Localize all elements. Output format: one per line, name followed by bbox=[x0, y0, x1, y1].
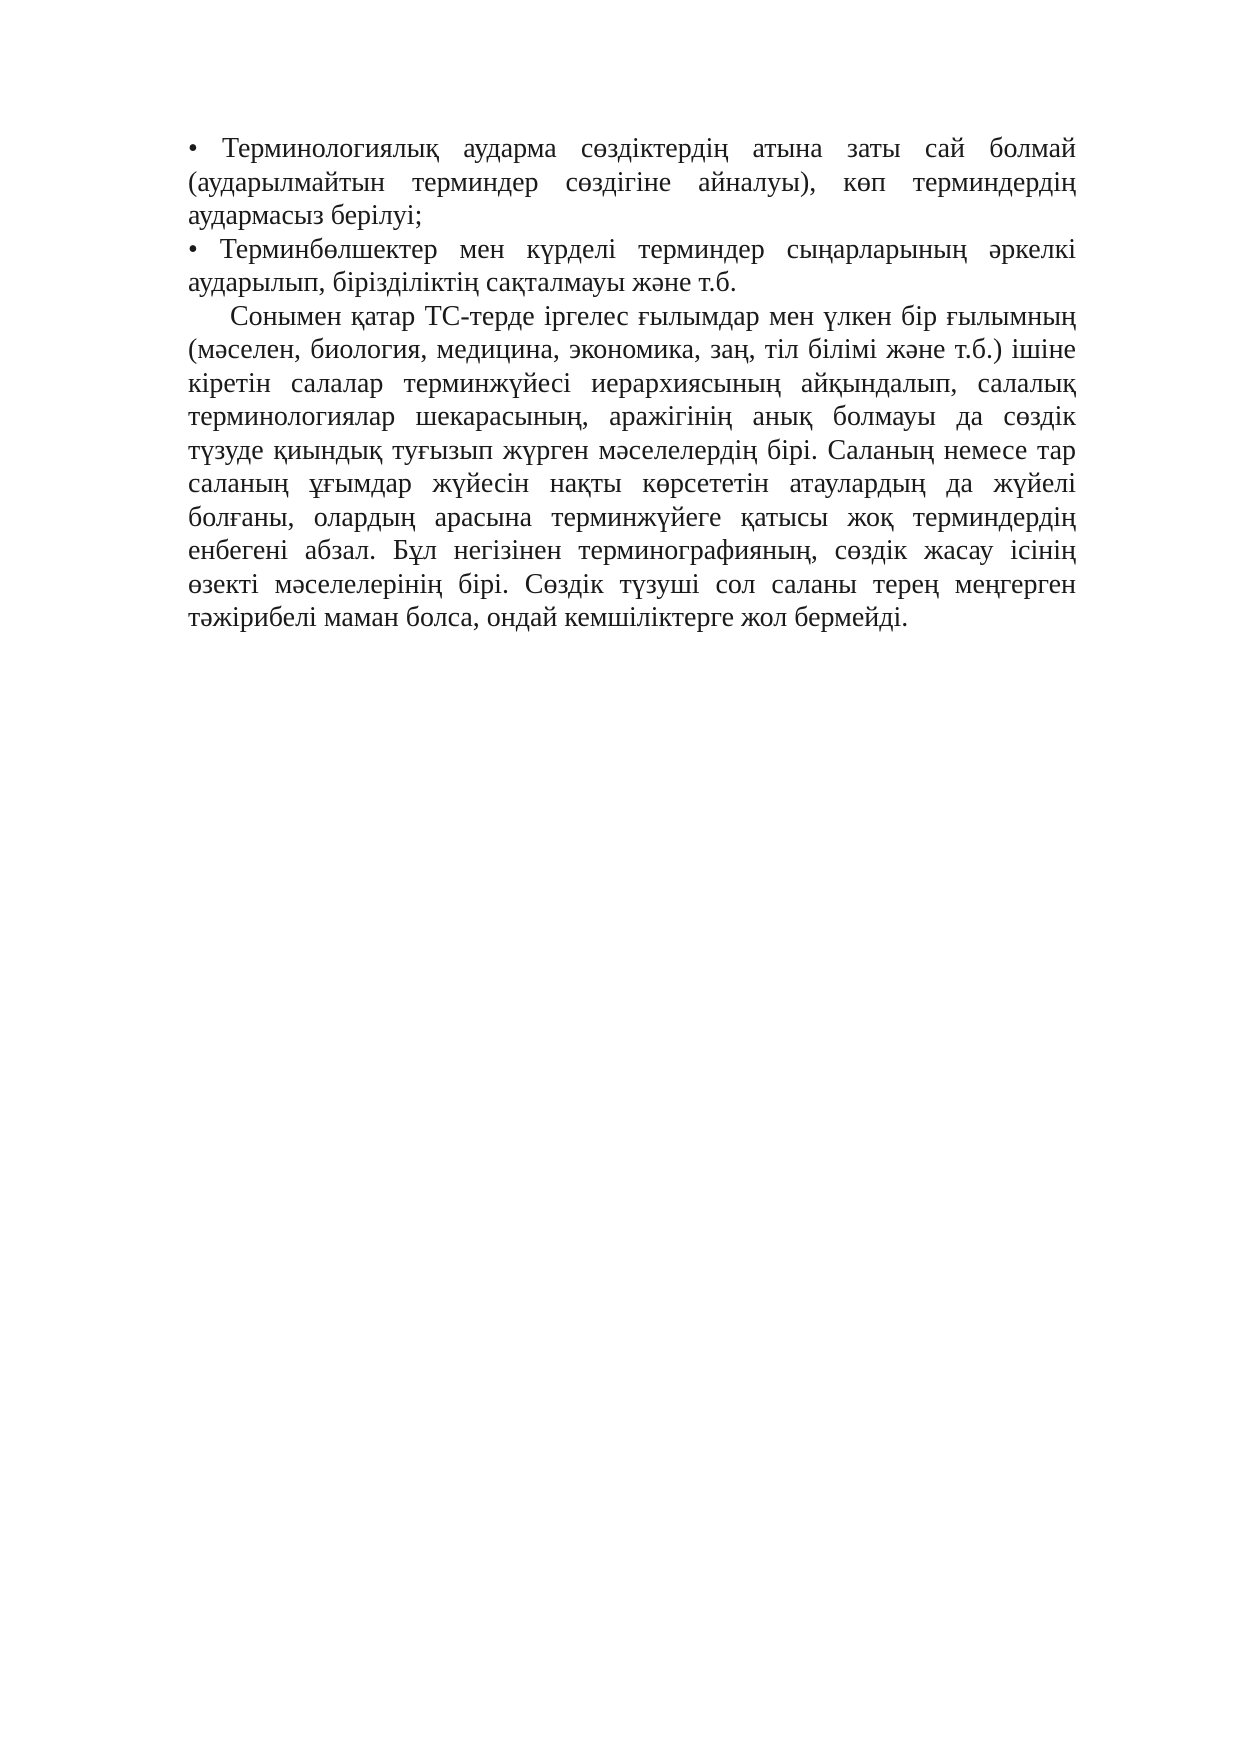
bullet-item-2: • Терминбөлшектер мен күрделі терминдер сыңарларының әркелкі аударылып, бірізділіктің сақталмауы және т.б. bbox=[188, 233, 1076, 298]
bullet-item-1: • Терминологиялық аударма сөздіктердің атына заты сай болмай (аударылмайтын терминдер сөздігіне айналуы), көп терминдердің аудармасыз берілуі; bbox=[188, 133, 1076, 231]
body-paragraph: Сонымен қатар ТС-терде іргелес ғылымдар мен үлкен бір ғылымның (мәселен, биология, медицина, экономика, заң, тіл білімі және т.б.) ішіне кіретін салалар терминжүйесі иерархиясының айқындалып, салалық терминологиялар шекарасының, аражігінің анық болмауы да сөздік түзуде қиындық туғызып жүрген мәселелердің бірі. Саланың немесе тар саланың ұғымдар жүйесін нақты көрсететін атаулардың да жүйелі болғаны, олардың арасына терминжүйеге қатысы жоқ терминдердің енбегені абзал. Бұл негізінен терминографияның, сөздік жасау ісінің өзекті мәселелерінің бірі. Сөздік түзуші сол саланы терең меңгерген тәжірибелі маман болса, ондай кемшіліктерге жол бермейді. bbox=[188, 300, 1076, 633]
body-text bbox=[188, 132, 1076, 635]
